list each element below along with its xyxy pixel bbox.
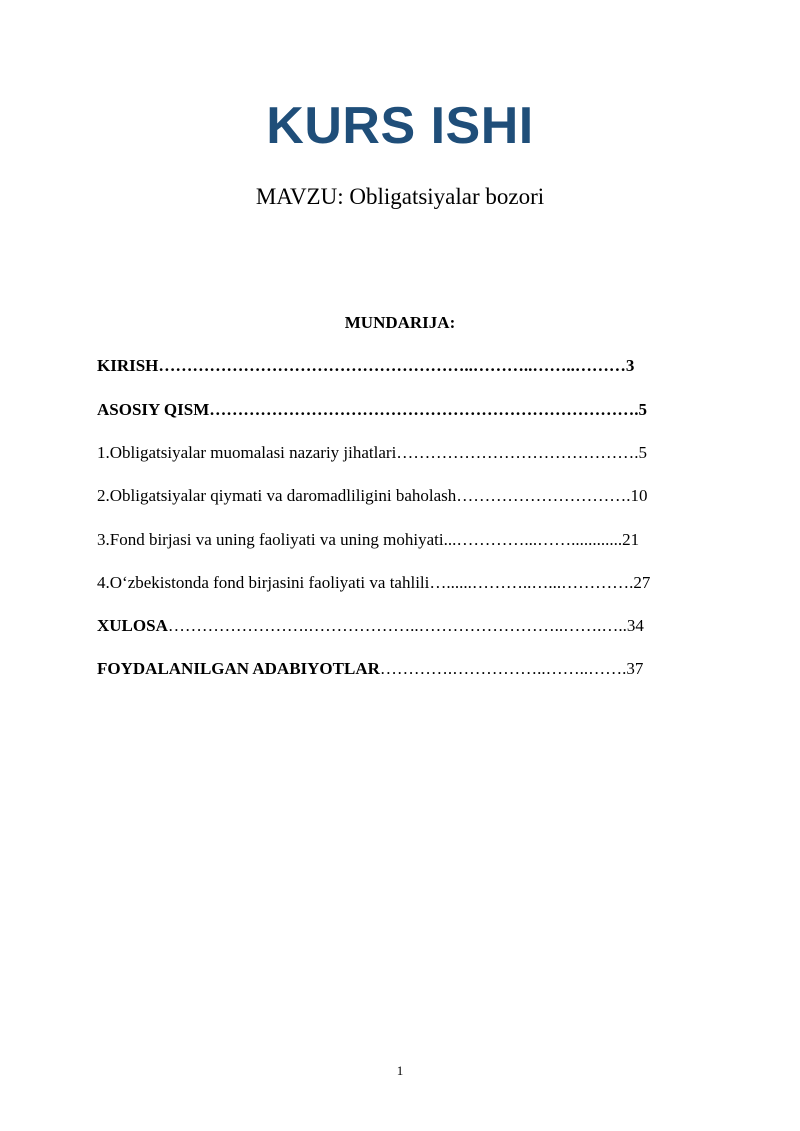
page-number: 1	[396, 1063, 404, 1078]
toc-entry-leader: ………………………………………………..………..……..………	[158, 356, 626, 375]
toc-entry-leader: ...…………...……............	[443, 530, 623, 549]
toc-entry-label: ASOSIY QISM	[97, 400, 210, 419]
toc-entry-label: FOYDALANILGAN ADABIYOTLAR	[97, 659, 380, 678]
toc-entry-label: 4.O‘zbekistonda fond birjasini faoliyati va tahlili	[97, 573, 430, 592]
toc-entry-xulosa[interactable]	[97, 614, 708, 638]
page-subtitle: MAVZU: Obligatsiyalar bozori	[255, 184, 545, 209]
toc-entry-page: 10	[630, 486, 648, 505]
toc-entry-page: 21	[622, 530, 640, 549]
toc-entry-label: 2.Obligatsiyalar qiymati va daromadliligini baholash	[97, 486, 457, 505]
toc-entry-label: 3.Fond birjasi va uning faoliyati va uning mohiyati	[97, 530, 444, 549]
toc-entry-section-4[interactable]	[97, 571, 708, 595]
toc-entry-leader: …......………..…...………….	[429, 573, 634, 592]
toc-entry-section-2[interactable]	[97, 484, 708, 508]
toc-entry-page: 34	[626, 616, 644, 635]
toc-entry-page: 27	[633, 573, 651, 592]
toc-entry-section-1[interactable]	[97, 441, 708, 465]
toc-entry-label: KIRISH	[97, 356, 159, 375]
toc-entry-section-3[interactable]	[97, 528, 708, 552]
toc-entry-leader: …………………….………………..……………………..…….…..	[167, 616, 627, 635]
toc-entry-page: 3	[625, 356, 635, 375]
toc-entry-leader: ………….……………..……..…….	[379, 659, 627, 678]
toc-entry-asosiy-qism[interactable]	[97, 398, 708, 422]
toc-heading: MUNDARIJA:	[344, 313, 456, 332]
toc-entry-leader: …………………………………………………………………	[209, 400, 635, 419]
toc-entry-kirish[interactable]	[97, 354, 708, 378]
toc-entry-page: .5	[634, 400, 648, 419]
toc-entry-leader: ………………………….	[456, 486, 631, 505]
toc-entry-page: 5	[638, 443, 648, 462]
toc-entry-leader: …………………………………….	[396, 443, 639, 462]
toc-entry-label: XULOSA	[97, 616, 168, 635]
toc-entry-label: 1.Obligatsiyalar muomalasi nazariy jihatlari	[97, 443, 397, 462]
toc-entry-page: 37	[626, 659, 644, 678]
page-title: KURS ISHI	[266, 97, 534, 155]
toc-entry-adabiyotlar[interactable]	[97, 657, 708, 681]
